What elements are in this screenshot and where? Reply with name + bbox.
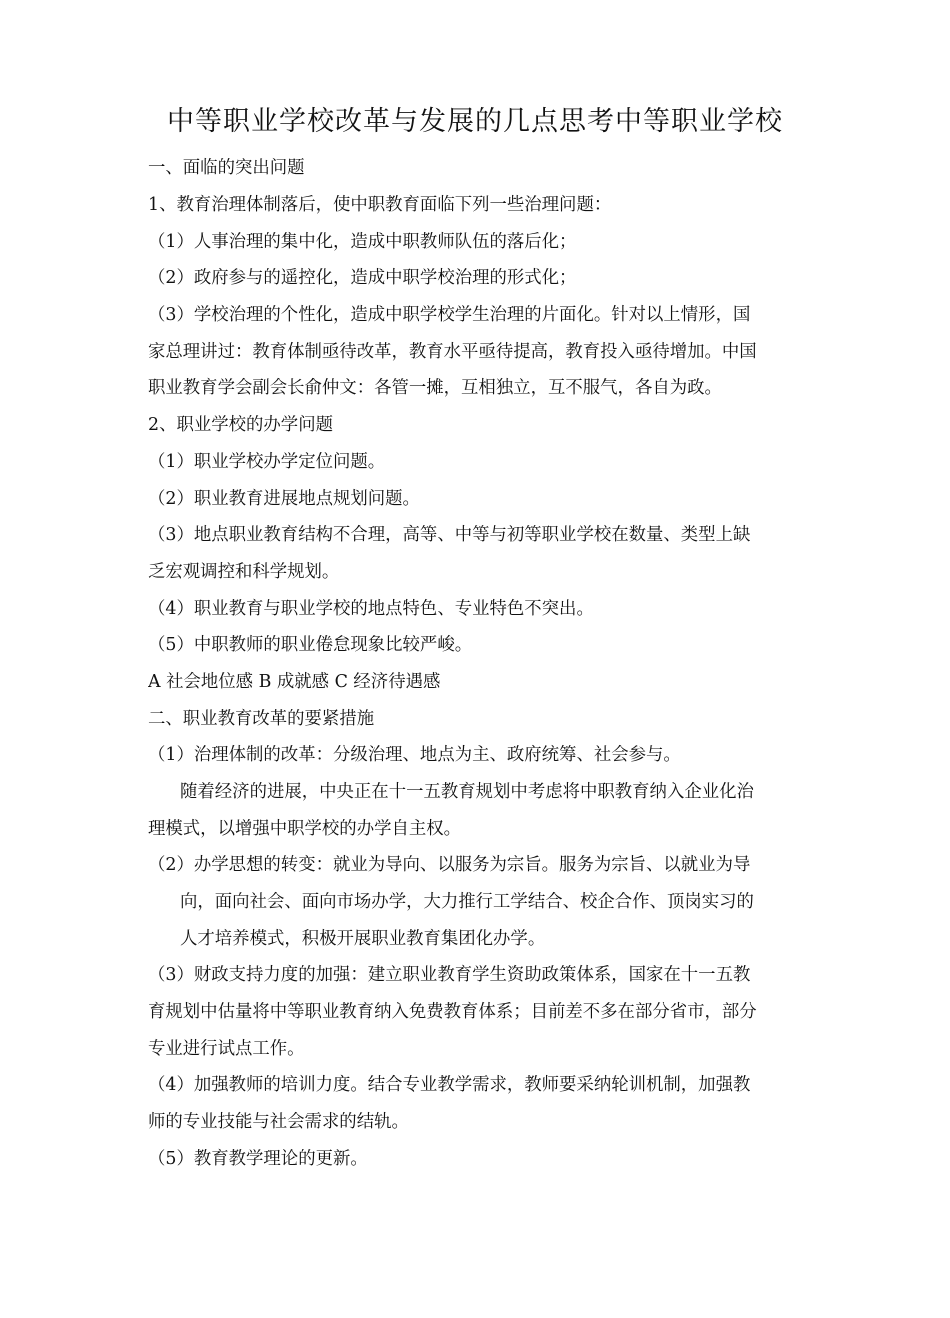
document-title: 中等职业学校改革与发展的几点思考中等职业学校 [167,106,783,137]
paragraph-line: 师的专业技能与社会需求的结轨。 [148,1112,409,1132]
paragraph-line: 乏宏观调控和科学规划。 [148,562,340,582]
paragraph-line: （1）职业学校办学定位问题。 [148,452,386,472]
paragraph-line: 育规划中估量将中等职业教育纳入免费教育体系；目前差不多在部分省市，部分 [148,1002,757,1022]
paragraph-line: 理模式，以增强中职学校的办学自主权。 [148,819,462,839]
paragraph-line: 职业教育学会副会长俞仲文：各管一摊，互相独立，互不服气，各自为政。 [148,378,722,398]
paragraph-line: A 社会地位感 B 成就感 C 经济待遇感 [148,672,441,692]
paragraph-line: 家总理讲过：教育体制亟待改革，教育水平亟待提高，教育投入亟待增加。中国 [148,342,757,362]
paragraph-line: 专业进行试点工作。 [148,1039,305,1059]
paragraph-line: 人才培养模式，积极开展职业教育集团化办学。 [180,929,546,949]
paragraph-line: （3）财政支持力度的加强：建立职业教育学生资助政策体系，国家在十一五教 [148,965,751,985]
paragraph-line: 向，面向社会、面向市场办学，大力推行工学结合、校企合作、顶岗实习的 [180,892,754,912]
paragraph-line: 1、教育治理体制落后，使中职教育面临下列一些治理问题： [148,195,612,215]
paragraph-line: （3）学校治理的个性化，造成中职学校学生治理的片面化。针对以上情形，国 [148,305,751,325]
paragraph-line: 随着经济的进展，中央正在十一五教育规划中考虑将中职教育纳入企业化治 [180,782,754,802]
paragraph-line: （2）办学思想的转变：就业为导向、以服务为宗旨。服务为宗旨、以就业为导 [148,855,751,875]
section-heading-1: 一、面临的突出问题 [148,158,305,178]
paragraph-line: （5）中职教师的职业倦怠现象比较严峻。 [148,635,473,655]
paragraph-line: （1）人事治理的集中化，造成中职教师队伍的落后化； [148,232,577,252]
paragraph-line: （4）加强教师的培训力度。结合专业教学需求，教师要采纳轮训机制，加强教 [148,1075,751,1095]
paragraph-line: （4）职业教育与职业学校的地点特色、专业特色不突出。 [148,599,594,619]
paragraph-line: 2、职业学校的办学问题 [148,415,333,435]
section-heading-2: 二、职业教育改革的要紧措施 [148,709,375,729]
paragraph-line: （2）政府参与的遥控化，造成中职学校治理的形式化； [148,268,577,288]
paragraph-line: （3）地点职业教育结构不合理，高等、中等与初等职业学校在数量、类型上缺 [148,525,751,545]
paragraph-line: （5）教育教学理论的更新。 [148,1149,368,1169]
paragraph-line: （2）职业教育进展地点规划问题。 [148,489,420,509]
paragraph-line: （1）治理体制的改革：分级治理、地点为主、政府统筹、社会参与。 [148,745,681,765]
